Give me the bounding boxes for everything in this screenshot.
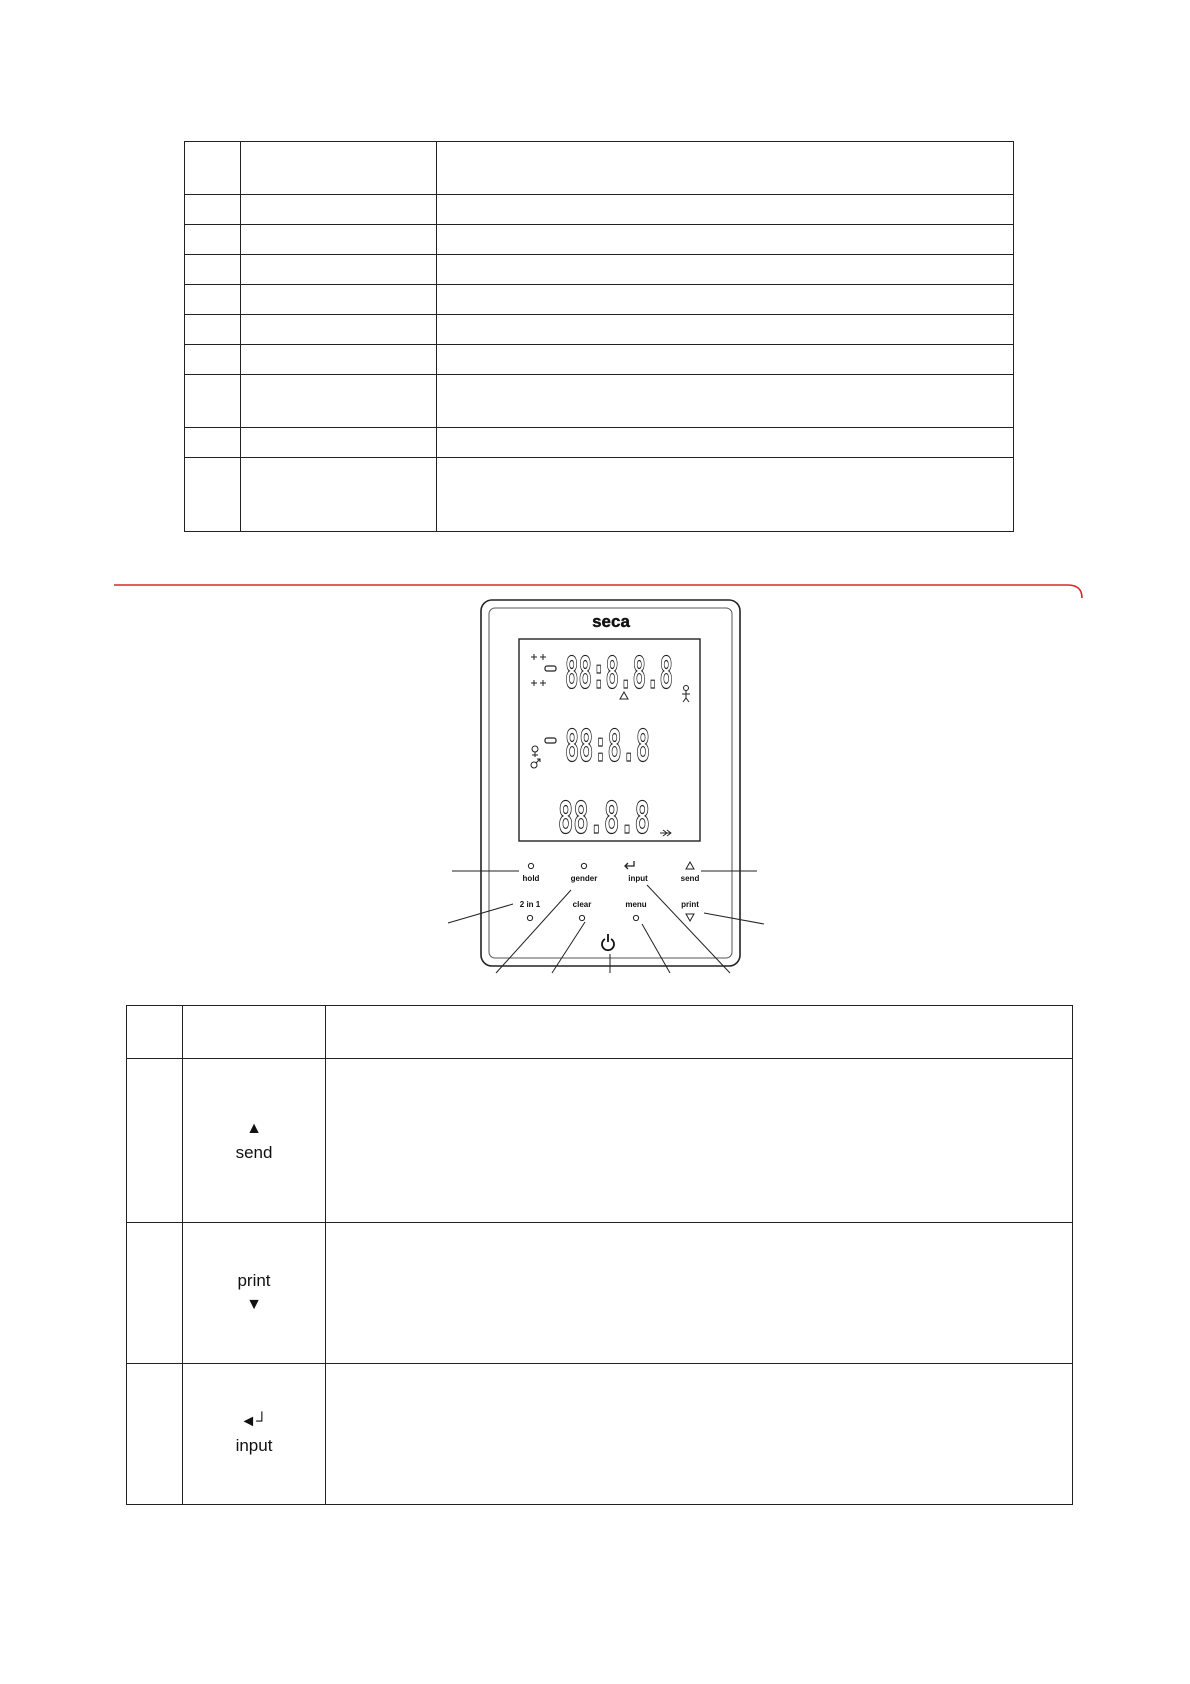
transmission-icon (660, 830, 671, 836)
table-row (127, 1364, 1073, 1505)
lcd-row1-digits: 88:8.8.8 (565, 648, 673, 699)
table-row (127, 1059, 1073, 1223)
triangle-down-icon: ▼ (246, 1296, 262, 1313)
gender-icon (531, 746, 540, 768)
print-key[interactable] (681, 900, 699, 921)
input-key[interactable] (625, 861, 648, 883)
send-key-cell (183, 1059, 326, 1223)
person-icon (682, 686, 690, 703)
key-label: send (235, 1142, 273, 1162)
table-row (127, 1006, 1073, 1059)
keys-table (126, 1005, 1073, 1505)
input-key-cell (183, 1364, 326, 1505)
minus-indicator (545, 738, 556, 743)
send-key[interactable] (681, 862, 700, 883)
gender-key[interactable] (571, 863, 598, 883)
lcd-row2-digits: 88:8.8 (565, 721, 650, 772)
svg-text:print: print (681, 900, 699, 909)
brand-logo: seca (592, 612, 630, 631)
svg-text:menu: menu (625, 900, 647, 909)
svg-text:send: send (680, 874, 700, 883)
triangle-down-icon (686, 914, 694, 921)
triangle-up-icon (686, 862, 694, 869)
two-in-one-key[interactable] (520, 900, 541, 921)
svg-text:input: input (628, 874, 648, 883)
lcd-row3-digits: 88.8.8 (558, 793, 650, 844)
minus-indicator (545, 666, 556, 671)
enter-arrow-icon: ◄┘ (240, 1413, 268, 1430)
scale-zero-icon (531, 654, 546, 686)
svg-text:hold: hold (522, 874, 540, 883)
hold-key[interactable] (523, 863, 540, 883)
svg-text:2 in 1: 2 in 1 (519, 900, 541, 909)
menu-key[interactable] (625, 900, 646, 921)
svg-text:gender: gender (570, 874, 598, 883)
key-label: input (235, 1436, 273, 1455)
print-key-cell (183, 1223, 326, 1364)
enter-arrow-icon (625, 861, 634, 869)
power-icon (602, 934, 614, 950)
clear-key[interactable] (573, 900, 592, 921)
table-row (127, 1223, 1073, 1364)
svg-text:clear: clear (572, 900, 592, 909)
power-key[interactable] (602, 934, 614, 950)
key-label: print (237, 1271, 271, 1290)
triangle-up-icon: ▲ (246, 1119, 262, 1137)
